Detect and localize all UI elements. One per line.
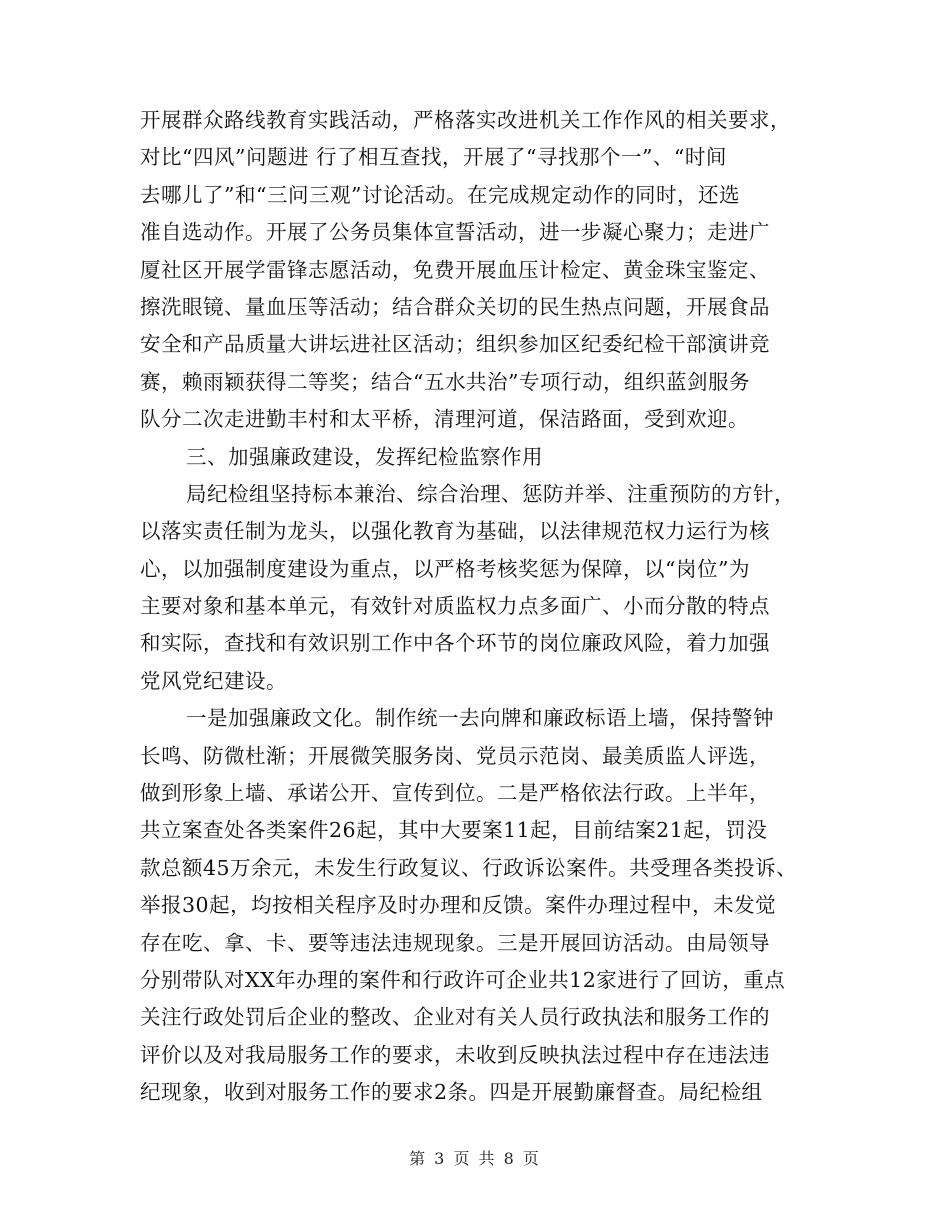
text-line: 做到形象上墙、承诺公开、宣传到位。二是严格依法行政。上半年， [140,781,770,806]
text-line: 款总额45万余元，未发生行政复议、行政诉讼案件。共受理各类投诉、 [140,855,798,880]
page-number-footer: 第 3 页 共 8 页 [409,1149,541,1168]
text-line: 以落实责任制为龙头，以强化教育为基础，以法律规范权力运行为核 [140,519,770,544]
text-line: 准自选动作。开展了公务员集体宣誓活动，进一步凝心聚力；走进广 [140,220,770,245]
text-line: 长鸣、防微杜渐；开展微笑服务岗、党员示范岗、最美质监人评选， [140,743,770,768]
text-line: 分别带队对XX年办理的案件和行政许可企业共12家进行了回访，重点 [140,967,786,992]
body-text [140,102,820,1112]
text-line: 队分二次走进勤丰村和太平桥，清理河道，保洁路面，受到欢迎。 [140,407,749,432]
text-line: 局纪检组坚持标本兼治、综合治理、惩防并举、注重预防的方针， [186,481,795,506]
text-line: 去哪儿了”和“三问三观”讨论活动。在完成规定动作的同时，还选 [140,182,740,207]
text-line: 安全和产品质量大讲坛进社区活动；组织参加区纪委纪检干部演讲竞 [140,332,770,357]
section-heading: 三、加强廉政建设，发挥纪检监察作用 [186,444,543,469]
text-line: 关注行政处罚后企业的整改、企业对有关人员行政执法和服务工作的 [140,1005,770,1030]
text-line: 对比“四风”问题进 行了相互查找，开展了“寻找那个一”、“时间 [140,145,727,170]
text-line: 心，以加强制度建设为重点，以严格考核奖惩为保障，以“岗位”为 [140,556,750,581]
text-line: 赛，赖雨颖获得二等奖；结合“五水共治”专项行动，组织蓝剑服务 [140,369,750,394]
text-line: 存在吃、拿、卡、要等违法违规现象。三是开展回访活动。由局领导 [140,930,770,955]
text-line: 和实际，查找和有效识别工作中各个环节的岗位廉政风险，着力加强 [140,631,770,656]
text-line: 党风党纪建设。 [140,668,287,693]
text-line: 擦洗眼镜、量血压等活动；结合群众关切的民生热点问题，开展食品 [140,294,770,319]
text-line: 纪现象，收到对服务工作的要求2条。四是开展勤廉督查。局纪检组 [140,1080,763,1105]
text-line: 一是加强廉政文化。制作统一去向牌和廉政标语上墙，保持警钟 [186,706,774,731]
text-line: 主要对象和基本单元，有效针对质监权力点多面广、小而分散的特点 [140,594,770,619]
text-line: 开展群众路线教育实践活动，严格落实改进机关工作作风的相关要求， [140,108,791,132]
text-line: 举报30起，均按相关程序及时办理和反馈。案件办理过程中，未发觉 [140,893,777,918]
text-line: 共立案查处各类案件26起，其中大要案11起，目前结案21起，罚没 [140,818,768,843]
text-line: 厦社区开展学雷锋志愿活动，免费开展血压计检定、黄金珠宝鉴定、 [140,257,770,282]
text-line: 评价以及对我局服务工作的要求，未收到反映执法过程中存在违法违 [140,1042,770,1067]
